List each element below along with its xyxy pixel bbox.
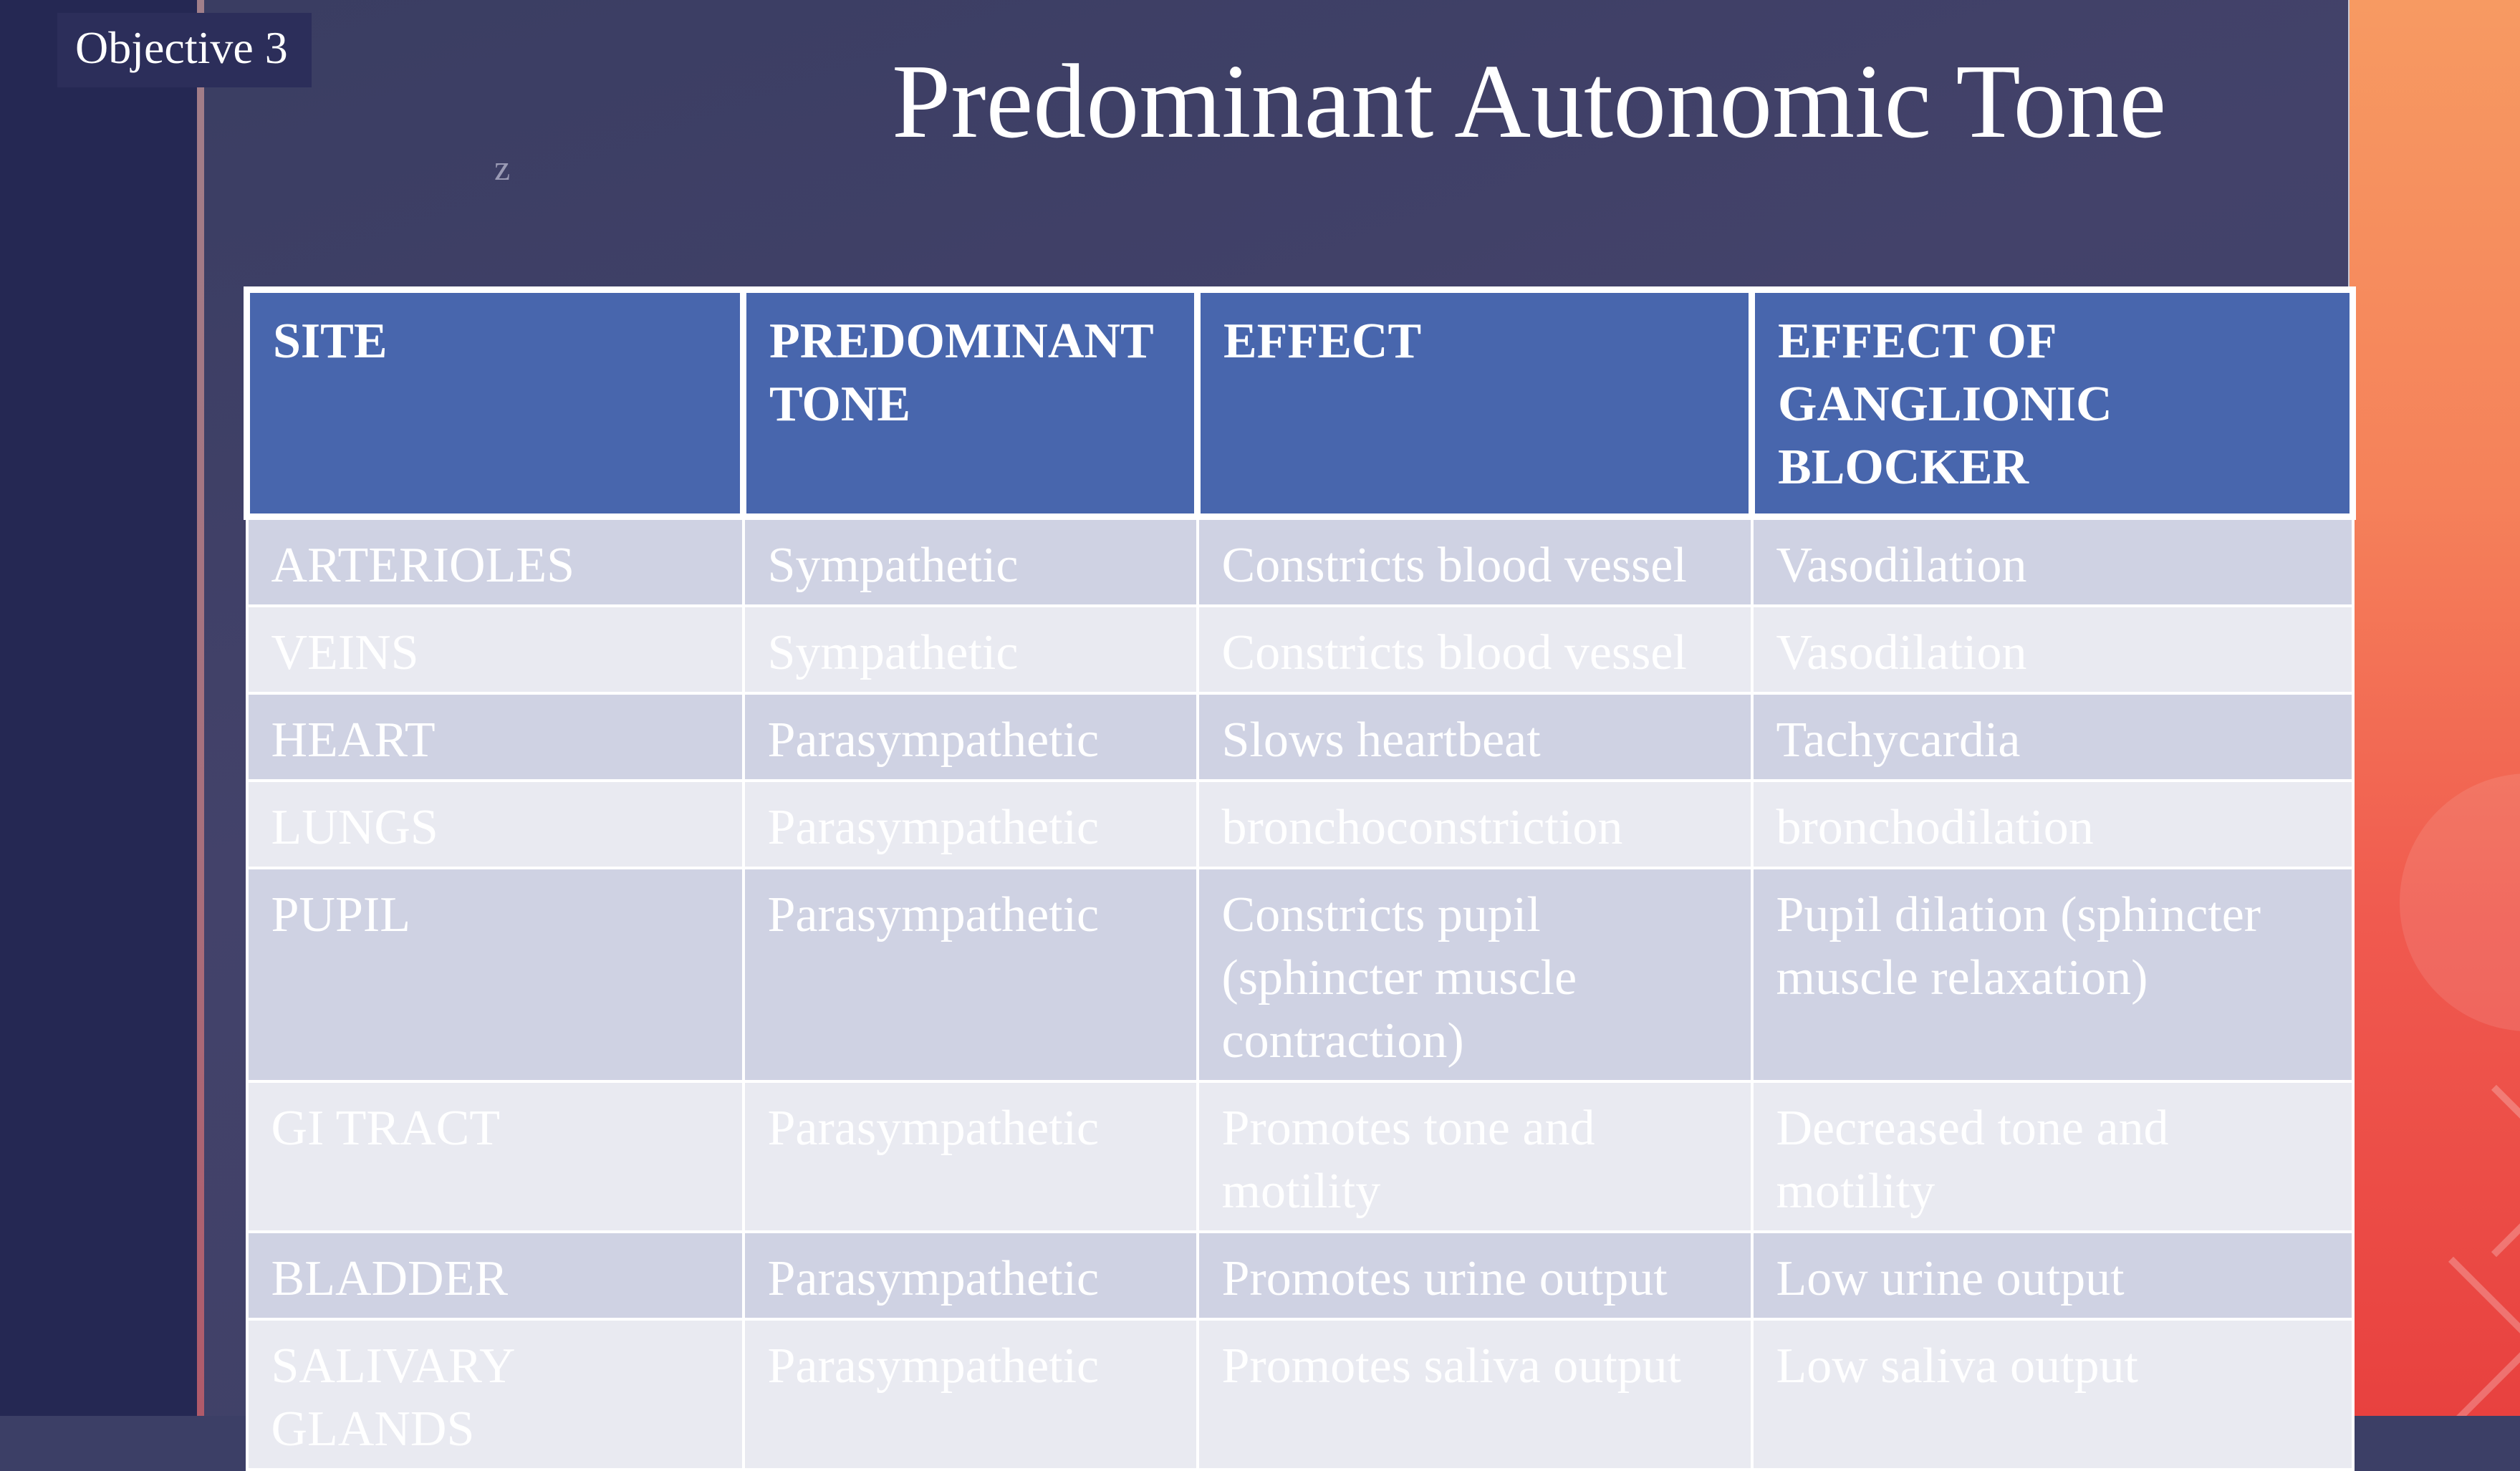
table-row xyxy=(247,606,2353,693)
cell-tone: Sympathetic xyxy=(744,517,1198,607)
right-accent-panel xyxy=(2350,0,2520,1416)
cell-effect: Constricts blood vessel xyxy=(1198,517,1752,607)
objective-label: Objective 3 xyxy=(75,22,288,73)
table-row xyxy=(247,1232,2353,1319)
cell-blocker-effect: Tachycardia xyxy=(1752,693,2353,781)
cell-effect: Promotes saliva output xyxy=(1198,1319,1752,1470)
cell-blocker-effect: Decreased tone and motility xyxy=(1752,1081,2353,1232)
cell-tone: Parasympathetic xyxy=(744,1081,1198,1232)
left-accent-edge xyxy=(197,0,204,1416)
cell-tone: Parasympathetic xyxy=(744,1232,1198,1319)
cell-effect: Promotes tone and motility xyxy=(1198,1081,1752,1232)
cell-tone: Sympathetic xyxy=(744,606,1198,693)
cell-tone: Parasympathetic xyxy=(744,1319,1198,1470)
table-row xyxy=(247,693,2353,781)
table-row xyxy=(247,868,2353,1081)
header-predominant-tone: PREDOMINANT TONE xyxy=(744,290,1198,517)
cell-tone: Parasympathetic xyxy=(744,781,1198,868)
cell-tone: Parasympathetic xyxy=(744,868,1198,1081)
cell-effect: Constricts blood vessel xyxy=(1198,606,1752,693)
cell-site: ARTERIOLES xyxy=(247,517,744,607)
table-row xyxy=(247,781,2353,868)
cell-site: LUNGS xyxy=(247,781,744,868)
cell-site: SALIVARY GLANDS xyxy=(247,1319,744,1470)
cell-blocker-effect: Vasodilation xyxy=(1752,606,2353,693)
cell-site: PUPIL xyxy=(247,868,744,1081)
cell-effect: Constricts pupil (sphincter muscle contraction) xyxy=(1198,868,1752,1081)
header-effect: EFFECT xyxy=(1198,290,1752,517)
cell-site: BLADDER xyxy=(247,1232,744,1319)
cell-effect: bronchoconstriction xyxy=(1198,781,1752,868)
slide-title: Predominant Autonomic Tone xyxy=(892,43,2167,160)
cell-site: GI TRACT xyxy=(247,1081,744,1232)
cell-tone: Parasympathetic xyxy=(744,693,1198,781)
decorative-chevron xyxy=(2410,1085,2520,1257)
cell-site: VEINS xyxy=(247,606,744,693)
z-mark: z xyxy=(494,148,511,188)
cell-effect: Promotes urine output xyxy=(1198,1232,1752,1319)
table-row xyxy=(247,1081,2353,1232)
cell-blocker-effect: Vasodilation xyxy=(1752,517,2353,607)
cell-blocker-effect: Pupil dilation (sphincter muscle relaxation) xyxy=(1752,868,2353,1081)
decorative-chevron xyxy=(2367,1257,2520,1416)
decorative-circle xyxy=(2400,773,2520,1031)
header-site: SITE xyxy=(247,290,744,517)
cell-blocker-effect: bronchodilation xyxy=(1752,781,2353,868)
left-sidebar-strip xyxy=(0,0,197,1416)
cell-site: HEART xyxy=(247,693,744,781)
table-row xyxy=(247,1319,2353,1470)
cell-blocker-effect: Low urine output xyxy=(1752,1232,2353,1319)
cell-effect: Slows heartbeat xyxy=(1198,693,1752,781)
table-header-row xyxy=(247,290,2353,517)
header-ganglionic-blocker-effect: EFFECT OF GANGLIONIC BLOCKER xyxy=(1752,290,2353,517)
table-row xyxy=(247,517,2353,607)
cell-blocker-effect: Low saliva output xyxy=(1752,1319,2353,1470)
autonomic-tone-table xyxy=(244,286,2356,1471)
